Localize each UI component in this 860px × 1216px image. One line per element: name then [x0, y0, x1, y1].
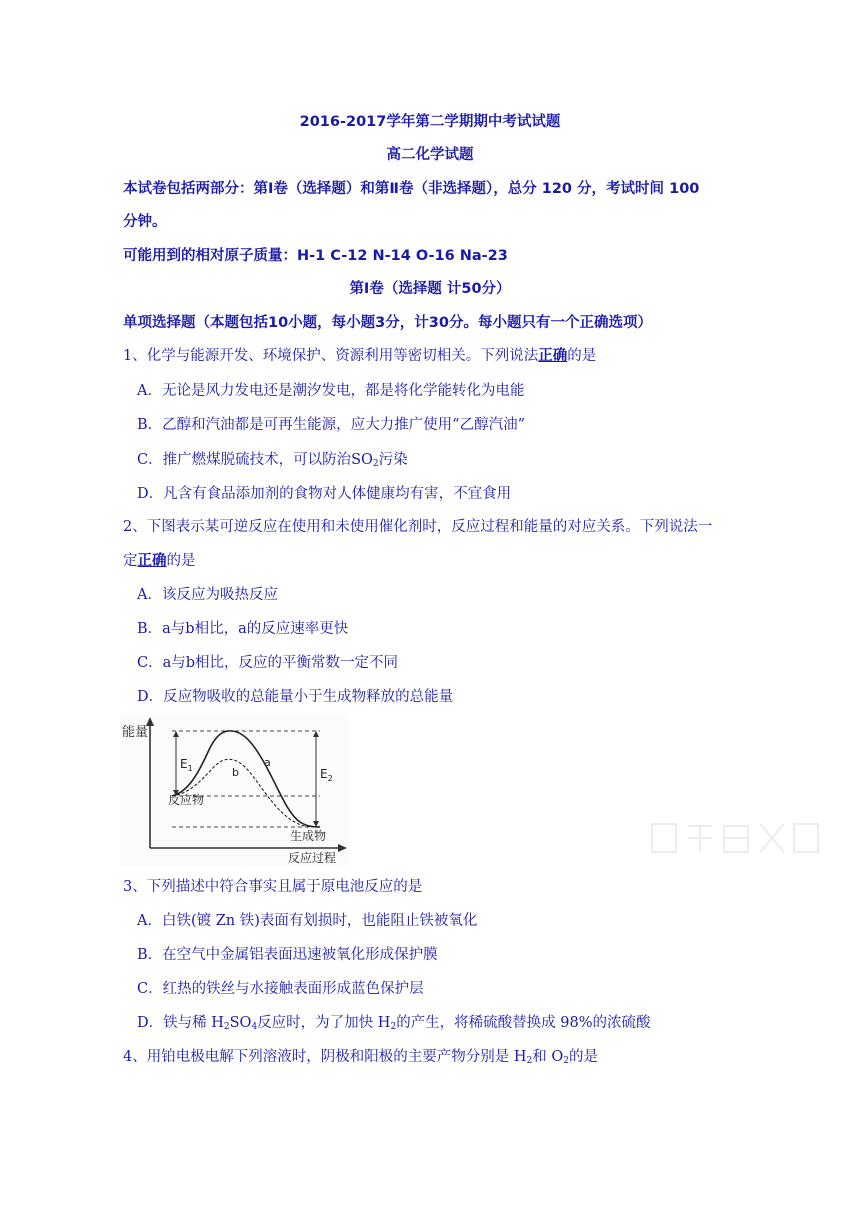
exam-title: 2016-2017学年第二学期期中考试试题	[299, 114, 561, 130]
q2-option-b: B．a与b相比，a的反应速率更快	[137, 621, 349, 637]
q4-sub-2: 2	[563, 1056, 569, 1066]
q3-option-b: B．在空气中金属铝表面迅速被氧化形成保护膜	[137, 947, 438, 963]
q4-mid: 和 O	[532, 1049, 564, 1065]
q3-option-a: A．白铁(镀 Zn 铁)表面有划损时，也能阻止铁被氧化	[137, 913, 478, 929]
q2-option-d: D．反应物吸收的总能量小于生成物释放的总能量	[137, 689, 454, 705]
exam-subtitle: 高二化学试题	[386, 147, 474, 163]
e2-letter: E	[320, 767, 328, 781]
q1-option-a: A．无论是风力发电还是潮汐发电，都是将化学能转化为电能	[137, 383, 525, 399]
question-1-stem	[123, 346, 596, 366]
q1-option-d: D．凡含有食品添加剂的食物对人体健康均有害，不宜食用	[137, 486, 512, 502]
section-title: 第Ⅰ卷（选择题 计50分）	[349, 281, 511, 297]
product-label: 生成物	[290, 829, 327, 843]
e1-letter: E	[180, 757, 188, 771]
q2-stem-post: 的是	[166, 553, 196, 569]
q2-stem-pre: 定	[123, 553, 138, 569]
q1-option-b: B．乙醇和汽油都是可再生能源，应大力推广使用“乙醇汽油”	[137, 417, 525, 433]
question-3-stem: 3、下列描述中符合事实且属于原电池反应的是	[123, 879, 423, 895]
q4-sub-1: 2	[526, 1056, 533, 1066]
q1-c-sub: 2	[372, 459, 379, 469]
q4-post: 的是	[568, 1049, 598, 1065]
q3-option-c: C．红热的铁丝与水接触表面形成蓝色保护层	[137, 981, 424, 997]
x-axis-label: 反应过程	[288, 851, 337, 865]
q2-option-c: C．a与b相比，反应的平衡常数一定不同	[137, 655, 399, 671]
curve-a-label: a	[264, 756, 271, 769]
q2-stem-key: 正确	[137, 553, 167, 569]
q2-option-a: A．该反应为吸热反应	[137, 587, 278, 603]
q1-option-c	[137, 450, 408, 474]
curve-b-label: b	[232, 766, 239, 779]
q3-d-mid-1: SO	[229, 1015, 252, 1031]
question-4-stem	[123, 1047, 598, 1071]
q1-c-pre: C．推广燃煤脱硫技术，可以防治SO	[137, 452, 373, 468]
question-2-stem-line-2	[123, 551, 196, 571]
q3-d-sub-3: 2	[390, 1022, 397, 1032]
e1-subscript: 1	[187, 764, 193, 773]
intro-line-1: 本试卷包括两部分：第Ⅰ卷（选择题）和第Ⅱ卷（非选择题），总分 120 分，考试时间 100	[123, 181, 700, 197]
q3-option-d	[137, 1013, 651, 1037]
q3-d-mid-2: 反应时，为了加快 H	[257, 1015, 391, 1031]
atomic-masses: 可能用到的相对原子质量：H-1 C-12 N-14 O-16 Na-23	[123, 248, 508, 264]
q3-d-pre: D．铁与稀 H	[137, 1015, 224, 1031]
question-2-stem-line-1: 2、下图表示某可逆反应在使用和未使用催化剂时，反应过程和能量的对应关系。下列说法一	[123, 519, 713, 535]
watermark-logo	[648, 818, 824, 858]
q1-c-post: 污染	[378, 452, 408, 468]
intro-line-2: 分钟。	[123, 214, 167, 230]
q1-stem-pre: 1、化学与能源开发、环境保护、资源利用等密切相关。下列说法	[123, 348, 539, 364]
q1-stem-key: 正确	[538, 348, 568, 364]
q3-d-sub-1: 2	[223, 1022, 230, 1032]
q3-d-post: 的产生，将稀硫酸替换成 98%的浓硫酸	[396, 1015, 651, 1031]
q4-stem-pre: 4、用铂电极电解下列溶液时，阴极和阳极的主要产物分别是 H	[123, 1049, 527, 1065]
reactant-label: 反应物	[168, 793, 205, 807]
e2-subscript: 2	[327, 774, 333, 783]
y-axis-label: 能量	[122, 725, 149, 740]
energy-profile-diagram	[120, 714, 348, 866]
section-instructions: 单项选择题（本题包括10小题，每小题3分，计30分。每小题只有一个正确选项）	[123, 315, 652, 331]
q3-d-sub-2: 4	[251, 1022, 258, 1032]
q1-stem-post: 的是	[567, 348, 597, 364]
